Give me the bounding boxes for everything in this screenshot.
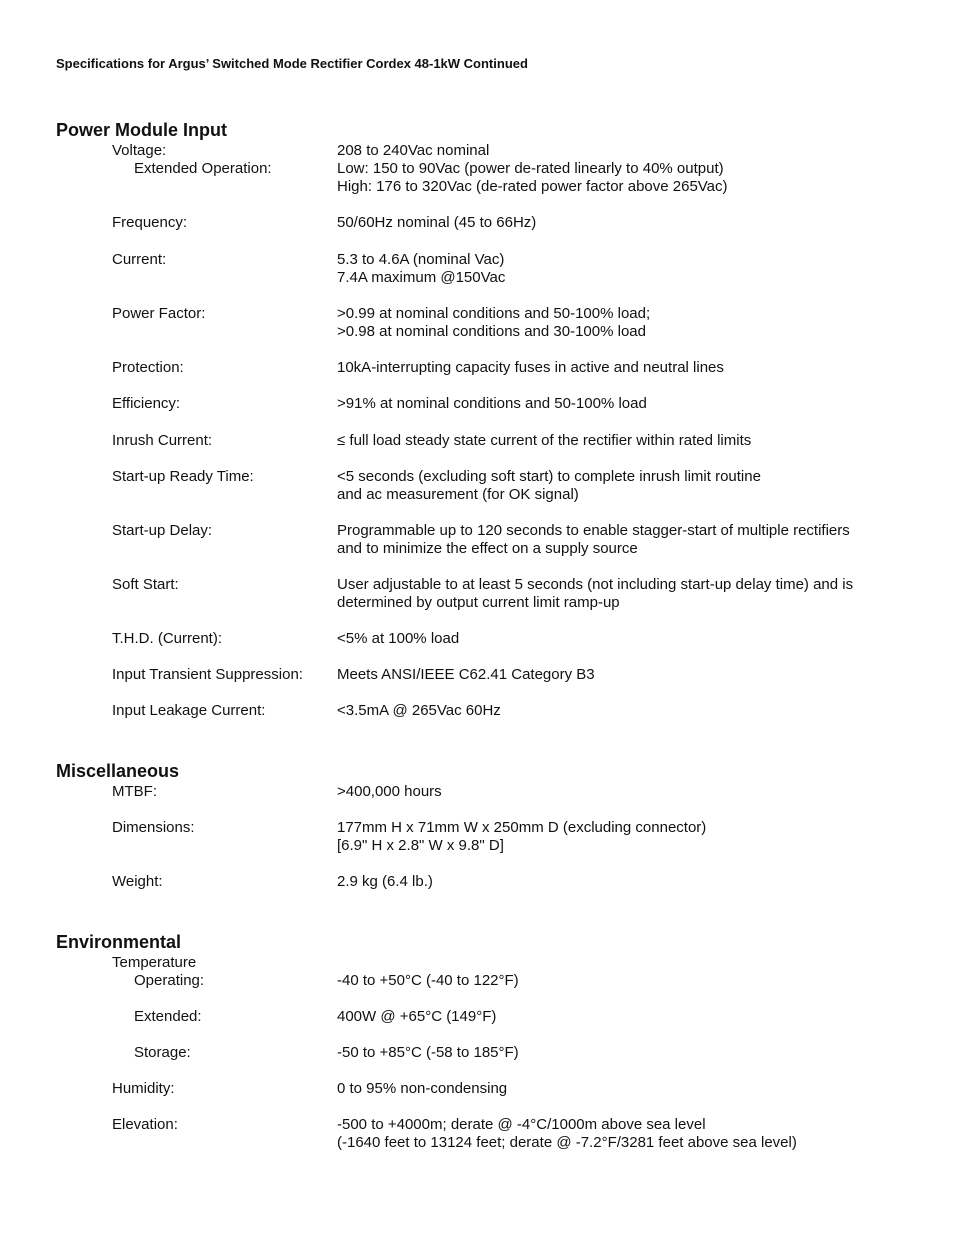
spec-value-line: -40 to +50°C (-40 to 122°F)	[337, 972, 519, 989]
spec-value-line: <5 seconds (excluding soft start) to complete inrush limit routine	[337, 468, 761, 485]
spec-label: Storage:	[134, 1044, 191, 1061]
spec-value-line: High: 176 to 320Vac (de-rated power factor above 265Vac)	[337, 178, 728, 195]
spec-value-line: 50/60Hz nominal (45 to 66Hz)	[337, 214, 537, 231]
section-title: Environmental	[56, 932, 182, 952]
spec-value	[337, 1044, 519, 1062]
spec-value-line: >0.99 at nominal conditions and 50-100% load;	[337, 305, 651, 322]
spec-value	[337, 432, 751, 450]
spec-value-line: >0.98 at nominal conditions and 30-100% load	[337, 323, 646, 340]
spec-value-line: 177mm H x 71mm W x 250mm D (excluding connector)	[337, 819, 707, 836]
spec-label: Voltage:	[112, 142, 167, 159]
spec-value-line: (-1640 feet to 13124 feet; derate @ -7.2°F/3281 feet above sea level)	[337, 1134, 797, 1151]
page-header: Specifications for Argus’ Switched Mode Rectifier Cordex 48-1kW Continued	[56, 56, 528, 71]
spec-value-line: -500 to +4000m; derate @ -4°C/1000m above sea level	[337, 1116, 706, 1133]
spec-label: Elevation:	[112, 1116, 178, 1133]
spec-value	[337, 522, 850, 558]
spec-value	[337, 1080, 507, 1098]
spec-value	[337, 1116, 797, 1152]
spec-value	[337, 666, 595, 684]
spec-value-line: <5% at 100% load	[337, 630, 460, 647]
section-environmental	[56, 930, 916, 1151]
spec-value-line: 2.9 kg (6.4 lb.)	[337, 873, 433, 890]
spec-value-line: Meets ANSI/IEEE C62.41 Category B3	[337, 666, 595, 683]
spec-label: T.H.D. (Current):	[112, 630, 223, 647]
spec-label: Input Leakage Current:	[112, 702, 266, 719]
spec-value	[337, 214, 536, 232]
spec-label: Extended Operation:	[134, 160, 272, 177]
spec-label: Weight:	[112, 873, 163, 890]
spec-value-line: and to minimize the effect on a supply source	[337, 540, 638, 557]
spec-value-line: -50 to +85°C (-58 to 185°F)	[337, 1044, 519, 1061]
spec-value-line: Low: 150 to 90Vac (power de-rated linearly to 40% output)	[337, 160, 724, 177]
spec-label: Start-up Delay:	[112, 522, 213, 539]
spec-value	[337, 972, 519, 990]
spec-label: Humidity:	[112, 1080, 175, 1097]
spec-label: MTBF:	[112, 783, 157, 800]
spec-label: Input Transient Suppression:	[112, 666, 303, 683]
spec-label: Dimensions:	[112, 819, 195, 836]
spec-value-line: 400W @ +65°C (149°F)	[337, 1008, 497, 1025]
spec-value-line: 10kA-interrupting capacity fuses in active and neutral lines	[337, 359, 724, 376]
spec-label: Operating:	[134, 972, 205, 989]
spec-value	[337, 359, 724, 377]
spec-value-line: <3.5mA @ 265Vac 60Hz	[337, 702, 501, 719]
spec-label: Current:	[112, 251, 167, 268]
spec-value	[337, 819, 706, 855]
spec-value-line: determined by output current limit ramp-up	[337, 594, 620, 611]
spec-value	[337, 783, 442, 801]
section-title: Power Module Input	[56, 120, 227, 140]
spec-value	[337, 160, 728, 196]
spec-label: Power Factor:	[112, 305, 206, 322]
section-power-module-input	[56, 118, 916, 719]
spec-label: Soft Start:	[112, 576, 179, 593]
spec-value	[337, 702, 501, 720]
spec-label: Extended:	[134, 1008, 202, 1025]
spec-value-line: >400,000 hours	[337, 783, 442, 800]
spec-value	[337, 305, 650, 341]
spec-value-line: 0 to 95% non-condensing	[337, 1080, 508, 1097]
spec-label: Frequency:	[112, 214, 188, 231]
spec-value-line: [6.9" H x 2.8" W x 9.8" D]	[337, 837, 504, 854]
spec-value	[337, 1008, 496, 1026]
spec-value	[337, 468, 761, 504]
spec-value-line: >91% at nominal conditions and 50-100% load	[337, 395, 647, 412]
spec-value	[337, 142, 489, 160]
spec-value-line: 7.4A maximum @150Vac	[337, 269, 506, 286]
spec-label: Start-up Ready Time:	[112, 468, 254, 485]
section-miscellaneous	[56, 759, 916, 890]
spec-value	[337, 630, 459, 648]
spec-value	[337, 576, 853, 612]
spec-label: Inrush Current:	[112, 432, 213, 449]
spec-label: Temperature	[112, 954, 197, 971]
spec-value-line: Programmable up to 120 seconds to enable stagger-start of multiple rectifiers	[337, 522, 850, 539]
spec-value-line: 5.3 to 4.6A (nominal Vac)	[337, 251, 505, 268]
spec-value-line: 208 to 240Vac nominal	[337, 142, 490, 159]
section-title: Miscellaneous	[56, 761, 180, 781]
spec-value	[337, 395, 647, 413]
spec-value-line: and ac measurement (for OK signal)	[337, 486, 579, 503]
spec-label: Protection:	[112, 359, 184, 376]
spec-label: Efficiency:	[112, 395, 181, 412]
spec-value-line: ≤ full load steady state current of the rectifier within rated limits	[337, 432, 752, 449]
spec-value-line: User adjustable to at least 5 seconds (not including start-up delay time) and is	[337, 576, 854, 593]
spec-value	[337, 873, 433, 891]
spec-value	[337, 251, 505, 287]
